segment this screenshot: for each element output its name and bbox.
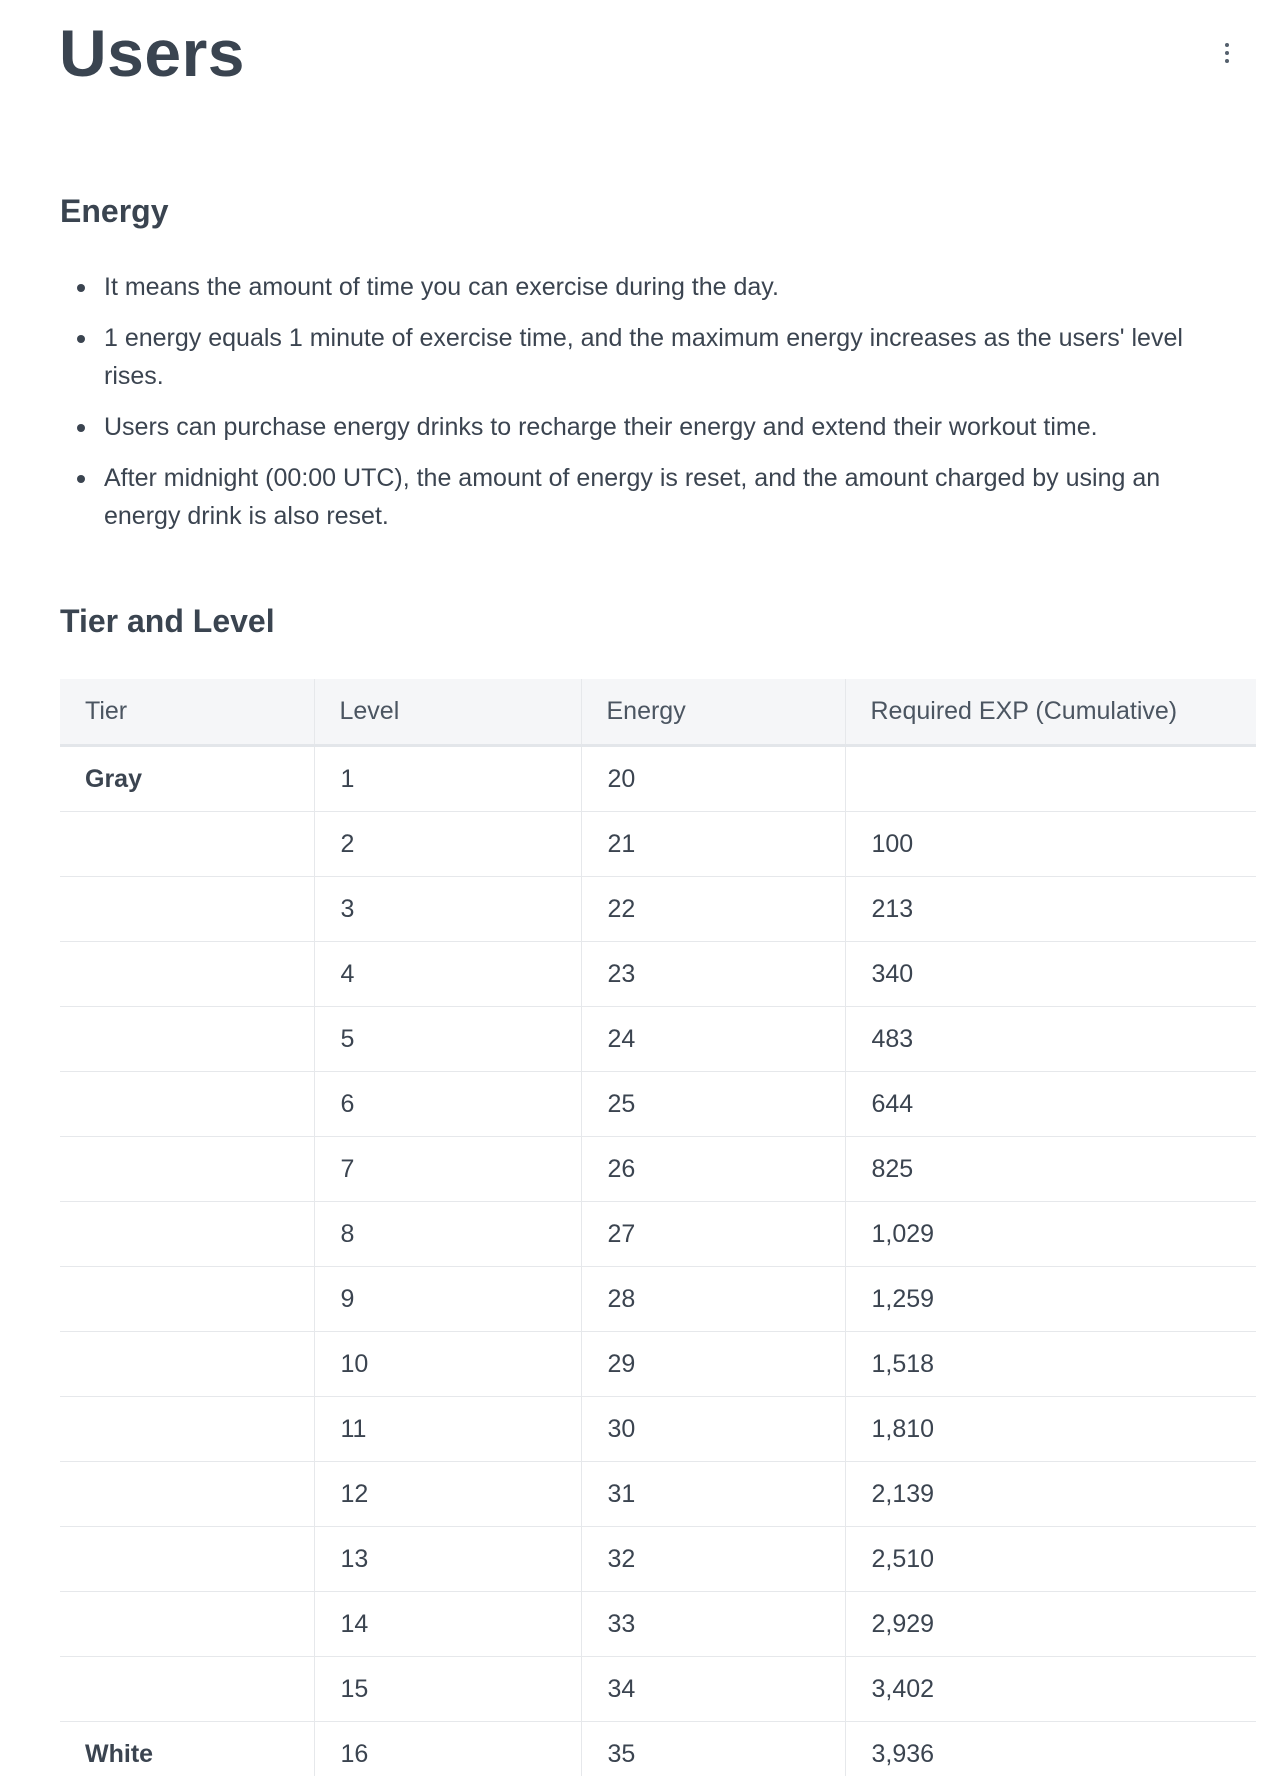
energy-heading: Energy	[60, 193, 169, 229]
required-exp-cell: 644	[845, 1072, 1256, 1137]
energy-cell: 26	[581, 1137, 845, 1202]
table-row	[60, 1657, 1256, 1722]
required-exp-cell: 483	[845, 1007, 1256, 1072]
level-cell: 8	[314, 1202, 581, 1267]
level-cell: 6	[314, 1072, 581, 1137]
tier-level-table-container	[60, 679, 1256, 1776]
table-row	[60, 1332, 1256, 1397]
column-header-required-exp: Required EXP (Cumulative)	[845, 679, 1256, 746]
table-row	[60, 1527, 1256, 1592]
required-exp-cell: 213	[845, 877, 1256, 942]
energy-cell: 21	[581, 812, 845, 877]
tier-cell	[60, 1332, 314, 1397]
tier-cell	[60, 1072, 314, 1137]
level-cell: 1	[314, 746, 581, 812]
table-row	[60, 1722, 1256, 1776]
required-exp-cell: 1,810	[845, 1397, 1256, 1462]
table-row	[60, 1007, 1256, 1072]
tier-cell	[60, 942, 314, 1007]
level-cell: 13	[314, 1527, 581, 1592]
level-cell: 11	[314, 1397, 581, 1462]
tier-cell	[60, 1137, 314, 1202]
level-cell: 10	[314, 1332, 581, 1397]
list-item: After midnight (00:00 UTC), the amount of energy is reset, and the amount charged by using an energy drink is also reset.	[104, 459, 1234, 535]
list-item: Users can purchase energy drinks to recharge their energy and extend their workout time.	[104, 408, 1234, 446]
level-cell: 2	[314, 812, 581, 877]
column-header-tier: Tier	[60, 679, 314, 746]
list-item: It means the amount of time you can exercise during the day.	[104, 268, 1234, 306]
table-row	[60, 746, 1256, 812]
tier-cell: White	[60, 1722, 314, 1776]
level-cell: 9	[314, 1267, 581, 1332]
table-row	[60, 812, 1256, 877]
more-options-button[interactable]	[1214, 36, 1240, 70]
level-cell: 16	[314, 1722, 581, 1776]
required-exp-cell: 3,402	[845, 1657, 1256, 1722]
level-cell: 15	[314, 1657, 581, 1722]
energy-cell: 35	[581, 1722, 845, 1776]
level-cell: 7	[314, 1137, 581, 1202]
energy-cell: 32	[581, 1527, 845, 1592]
energy-cell: 28	[581, 1267, 845, 1332]
more-vertical-icon	[1225, 43, 1229, 47]
tier-cell	[60, 1397, 314, 1462]
required-exp-cell: 2,510	[845, 1527, 1256, 1592]
tier-level-heading: Tier and Level	[60, 603, 275, 639]
energy-bullet-list	[104, 268, 1234, 548]
tier-cell	[60, 1267, 314, 1332]
tier-cell	[60, 1657, 314, 1722]
tier-cell	[60, 877, 314, 942]
tier-cell	[60, 812, 314, 877]
required-exp-cell: 100	[845, 812, 1256, 877]
more-vertical-icon-dot	[1225, 59, 1229, 63]
required-exp-cell: 825	[845, 1137, 1256, 1202]
list-item: 1 energy equals 1 minute of exercise time, and the maximum energy increases as the users' level rises.	[104, 319, 1234, 395]
level-cell: 5	[314, 1007, 581, 1072]
energy-cell: 24	[581, 1007, 845, 1072]
energy-cell: 30	[581, 1397, 845, 1462]
required-exp-cell: 1,029	[845, 1202, 1256, 1267]
tier-cell	[60, 1462, 314, 1527]
energy-cell: 25	[581, 1072, 845, 1137]
table-row	[60, 1267, 1256, 1332]
column-header-energy: Energy	[581, 679, 845, 746]
tier-level-table	[60, 679, 1256, 1776]
column-header-level: Level	[314, 679, 581, 746]
level-cell: 4	[314, 942, 581, 1007]
table-row	[60, 1462, 1256, 1527]
table-row	[60, 942, 1256, 1007]
energy-cell: 31	[581, 1462, 845, 1527]
tier-cell	[60, 1527, 314, 1592]
table-row	[60, 877, 1256, 942]
level-cell: 14	[314, 1592, 581, 1657]
table-row	[60, 1397, 1256, 1462]
tier-cell	[60, 1007, 314, 1072]
energy-cell: 33	[581, 1592, 845, 1657]
tier-cell	[60, 1202, 314, 1267]
page-title: Users	[59, 16, 245, 90]
required-exp-cell: 340	[845, 942, 1256, 1007]
tier-cell: Gray	[60, 746, 314, 812]
table-row	[60, 1202, 1256, 1267]
table-row	[60, 1137, 1256, 1202]
energy-cell: 27	[581, 1202, 845, 1267]
required-exp-cell: 3,936	[845, 1722, 1256, 1776]
energy-cell: 22	[581, 877, 845, 942]
table-row	[60, 1072, 1256, 1137]
energy-cell: 29	[581, 1332, 845, 1397]
table-row	[60, 1592, 1256, 1657]
energy-cell: 34	[581, 1657, 845, 1722]
tier-cell	[60, 1592, 314, 1657]
required-exp-cell: 2,929	[845, 1592, 1256, 1657]
energy-cell: 20	[581, 746, 845, 812]
required-exp-cell: 1,259	[845, 1267, 1256, 1332]
required-exp-cell: 2,139	[845, 1462, 1256, 1527]
required-exp-cell: 1,518	[845, 1332, 1256, 1397]
energy-cell: 23	[581, 942, 845, 1007]
required-exp-cell	[845, 746, 1256, 812]
more-vertical-icon-dot	[1225, 51, 1229, 55]
level-cell: 12	[314, 1462, 581, 1527]
table-body	[60, 746, 1256, 1776]
table-header-row	[60, 679, 1256, 746]
level-cell: 3	[314, 877, 581, 942]
